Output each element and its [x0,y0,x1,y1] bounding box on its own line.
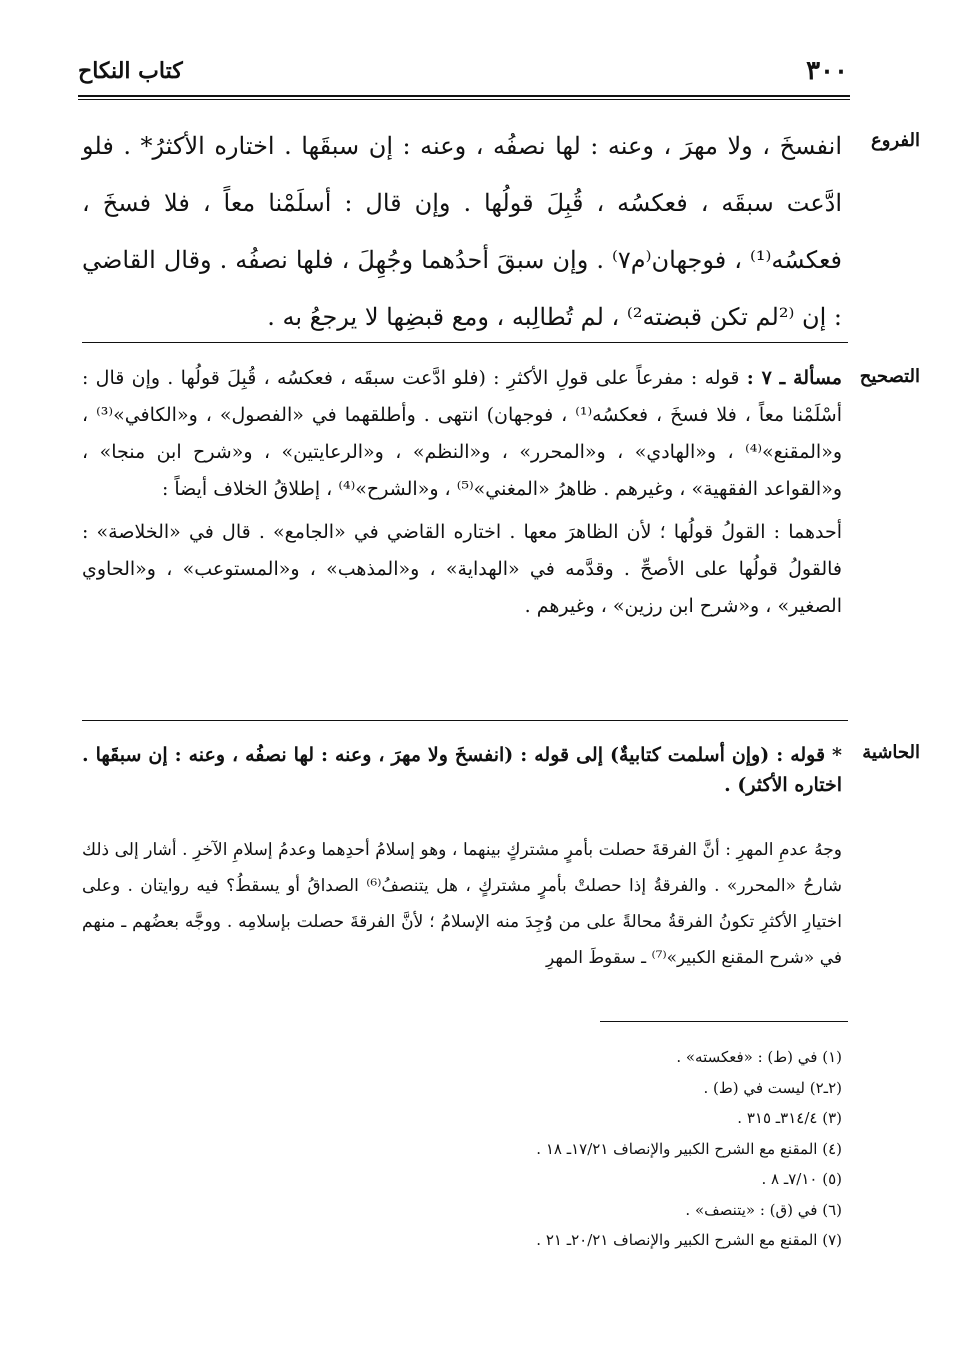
footnote: (١) في (ط) : «فعكسته» . [676,1048,842,1066]
footnotes [82,1042,842,1256]
hashiya-heading-text: * قوله : (وإن أسلمت كتابيةٌ) إلى قوله : (انفسخَ ولا مهرَ ، وعنه : لها نصفُه ، وعنه : إن سبقَها . اختاره الأكثر) . [82,744,842,796]
page-number: ٣٠٠ [806,56,848,86]
running-title: كتاب النكاح [78,58,183,84]
furu-paragraph: انفسخَ ، ولا مهرَ ، وعنه : لها نصفُه ، وعنه : إن سبقَها . اختاره الأكثرُ* . فلو ادَّعت سبقَه ، فعكسُه ، قُبِلَ قولُها . وإن قال : أسلَمْنا معاً ، فلا فسخَ ، فعكسُه⁽¹⁾ ، فوجهان⁽م٧⁾ . وإن سبقَ أحدُهما وجُهِلَ ، فلها نصفُه . وقال القاضي : إن ⁽²لم تكن قبضته²⁾ ، لم تُطالِبه ، ومع قبضِها لا يرجعُ به . [82,132,842,331]
section-divider [82,720,848,721]
header-rule-thin [78,99,850,100]
tashih-text [82,360,842,625]
page-header [78,56,848,94]
footnote: (٤) المقنع مع الشرح الكبير والإنصاف ١٧/٢١ـ ١٨ . [536,1139,842,1158]
footnote: (٧) المقنع مع الشرح الكبير والإنصاف ٢٠/٢١ـ ٢١ . [536,1231,842,1249]
tashih-label: التصحيح [859,366,920,387]
footnote: (٥) ٧/١٠ـ ٨ . [761,1170,842,1188]
header-rule [78,95,850,97]
furu-text [82,118,842,346]
footnote: (٣) ٣١٤/٤ـ ٣١٥ . [737,1109,842,1127]
tashih-paragraph-2: أحدهما : القولُ قولُها ؛ لأن الظاهرَ معها . اختاره القاضي في «الجامع» . قال في «الخلاصة» : فالقولُ قولُها على الأصحِّ . وقدَّمه في «الهداية» ، و«المذهب» ، و«المستوعب» ، و«الحاوي الصغير» ، و«شرح ابن رزين» ، وغيرهم . [82,521,842,617]
footnote: (٢ـ٢) ليست في (ط) . [703,1078,842,1097]
hashiya-heading [82,740,842,800]
footnote: (٦) في (ق) : «يتنصف» . [685,1200,842,1219]
tashih-heading: مسألة ـ ٧ : [746,367,842,389]
hashiya-body [82,832,842,976]
tashih-p1-text: قوله : مفرعاً على قولِ الأكثرِ : (فلو ادَّعت سبقَه ، فعكسُه ، قُبِلَ قولُها . وإن قال : أسْلَمْنا معاً ، فلا فسخَ ، فعكسُه⁽¹⁾ ، فوجهان) انتهى . وأطلقهما في «الفصول» ، و«الكافي»⁽³⁾ ، و«المقنع»⁽⁴⁾ ، و«الهادي» ، و«المحرر» ، و«النظم» ، و«الرعايتين» ، و«شرح ابن منجا» ، و«القواعد الفقهية» ، وغيرهم . ظاهرُ «المغني»⁽⁵⁾ ، و«الشرح»⁽⁴⁾ ، إطلاقُ الخلاف أيضاً : [82,367,843,500]
hashiya-label: الحاشية [862,742,920,763]
footnote-rule [600,1021,848,1022]
hashiya-body-text: وجهُ عدمِ المهرِ : أنَّ الفرقةَ حصلت بأمرٍ مشتركٍ بينهما ، وهو إسلامُ أحدِهما وعدمُ إسلامِ الآخرِ . أشار إلى ذلك شارحُ «المحرر» . والفرقةُ إذا حصلتْ بأمرٍ مشتركٍ ، هل يتنصفُ⁽⁶⁾ الصداقُ أو يسقطُ؟ فيه روايتان . وعلى اختيارِ الأكثرِ تكونُ الفرقةُ محالةً على من وُجِدَ منه الإسلامُ ؛ لأنَّ الفرقةَ حصلت بإسلامِه . ووجَّه بعضُهم ـ منهم في «شرح المقنع الكبير»⁽⁷⁾ ـ سقوطَ المهرِ [82,840,842,968]
tashih-paragraph-1 [82,360,842,508]
furu-label: الفروع [871,130,920,151]
section-divider [82,342,848,343]
